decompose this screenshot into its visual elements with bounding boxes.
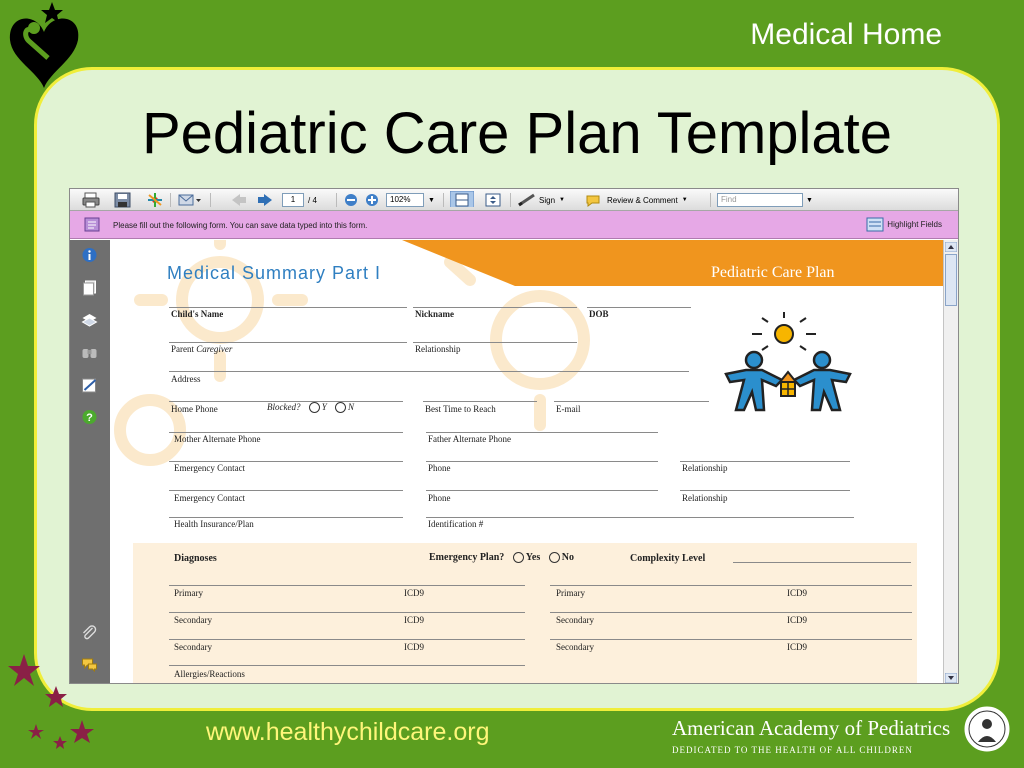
- attachment-icon[interactable]: [81, 625, 98, 641]
- svg-text:?: ?: [86, 412, 93, 424]
- nickname-label: Nickname: [415, 309, 454, 319]
- home-phone-label: Home Phone: [171, 404, 218, 414]
- layers-icon[interactable]: [81, 312, 98, 328]
- navigation-pane: [70, 240, 110, 684]
- childs-name-label: Child's Name: [171, 309, 224, 319]
- find-dropdown-arrow[interactable]: ▼: [806, 196, 813, 204]
- review-dropdown-arrow: ▼: [681, 197, 688, 203]
- diagnosis-primary-2-label: Primary: [556, 588, 585, 598]
- form-part-title: Medical Summary Part I: [167, 263, 382, 283]
- email-label: E-mail: [556, 404, 581, 414]
- complexity-level-label: Complexity Level: [630, 553, 706, 564]
- relationship-1-label: Relationship: [682, 463, 728, 473]
- print-icon[interactable]: [82, 192, 100, 208]
- highlight-fields-label: Highlight Fields: [887, 220, 942, 229]
- collaborate-icon[interactable]: [146, 192, 164, 208]
- identification-label: Identification #: [428, 519, 484, 529]
- form-message-bar: [70, 211, 958, 239]
- zoom-out-icon[interactable]: [343, 192, 359, 208]
- next-page-icon[interactable]: [256, 192, 274, 208]
- full-screen-icon[interactable]: [484, 192, 502, 208]
- address-label: Address: [171, 374, 201, 384]
- find-input[interactable]: Find: [717, 193, 803, 207]
- aap-seal-logo: [962, 704, 1012, 754]
- parent-caregiver-label: Parent Caregiver: [171, 344, 233, 354]
- zoom-in-icon[interactable]: [364, 192, 380, 208]
- decorative-stars: [0, 650, 110, 768]
- icd9-secondary-4-label: ICD9: [787, 642, 807, 652]
- zoom-input[interactable]: 102%: [386, 193, 424, 207]
- mother-alt-phone-label: Mother Alternate Phone: [174, 434, 261, 444]
- info-icon[interactable]: [81, 247, 98, 263]
- scrollbar-thumb[interactable]: [945, 254, 957, 306]
- family-logo: [724, 312, 874, 422]
- save-icon[interactable]: [114, 192, 132, 208]
- blocked-yes-radio[interactable]: [309, 402, 320, 413]
- highlight-fields-button[interactable]: [866, 217, 942, 232]
- diagnosis-secondary-3-label: Secondary: [174, 642, 212, 652]
- diagnoses-heading: Diagnoses: [174, 553, 217, 564]
- pages-icon[interactable]: [81, 280, 98, 296]
- father-alt-phone-label: Father Alternate Phone: [428, 434, 511, 444]
- phone-2-label: Phone: [428, 493, 451, 503]
- phone-1-label: Phone: [428, 463, 451, 473]
- diagnosis-secondary-2-label: Secondary: [556, 615, 594, 625]
- blocked-question: Blocked? Y N: [267, 402, 355, 412]
- icd9-primary-1-label: ICD9: [404, 588, 424, 598]
- diagnosis-secondary-4-label: Secondary: [556, 642, 594, 652]
- page-number-input[interactable]: 1: [282, 193, 304, 207]
- relationship-label: Relationship: [415, 344, 461, 354]
- icd9-primary-2-label: ICD9: [787, 588, 807, 598]
- form-plan-title: Pediatric Care Plan: [711, 264, 835, 281]
- page-total: / 4: [308, 195, 317, 205]
- diagnosis-secondary-1-label: Secondary: [174, 615, 212, 625]
- binoculars-icon[interactable]: [81, 344, 98, 360]
- email-icon[interactable]: [178, 192, 202, 208]
- review-label: Review & Comment: [607, 195, 678, 205]
- emergency-plan-question: Emergency Plan? Yes No: [429, 552, 574, 563]
- diagnoses-section: [133, 543, 917, 684]
- highlight-fields-icon: [866, 217, 884, 232]
- form-message-text: Please fill out the following form. You can save data typed into this form.: [113, 221, 368, 230]
- sign-label: Sign: [539, 195, 556, 205]
- review-comment-menu[interactable]: [585, 192, 688, 208]
- emergency-plan-no-radio[interactable]: [549, 552, 560, 563]
- content-panel: [34, 67, 1000, 711]
- diagnosis-primary-1-label: Primary: [174, 588, 203, 598]
- pdf-viewer: [69, 188, 959, 684]
- org-name: American Academy of Pediatrics: [672, 716, 951, 740]
- blocked-no-radio[interactable]: [335, 402, 346, 413]
- zoom-dropdown-arrow[interactable]: ▼: [428, 196, 435, 204]
- scroll-down-icon[interactable]: [945, 673, 957, 683]
- emergency-contact-1-label: Emergency Contact: [174, 463, 246, 473]
- emergency-plan-yes-radio[interactable]: [513, 552, 524, 563]
- icd9-secondary-1-label: ICD9: [404, 615, 424, 625]
- vertical-scrollbar[interactable]: [943, 240, 958, 684]
- scroll-up-icon[interactable]: [945, 242, 957, 252]
- slide-title: Pediatric Care Plan Template: [141, 101, 893, 166]
- slide-header: Medical Home: [750, 18, 942, 51]
- pdf-toolbar: [70, 189, 958, 211]
- allergies-label: Allergies/Reactions: [174, 669, 245, 679]
- review-icon: [585, 193, 605, 207]
- footer-url-link[interactable]: www.healthychildcare.org: [206, 718, 490, 746]
- fit-page-icon[interactable]: [450, 191, 474, 207]
- icd9-secondary-3-label: ICD9: [404, 642, 424, 652]
- help-icon[interactable]: [81, 409, 98, 425]
- emergency-contact-2-label: Emergency Contact: [174, 493, 246, 503]
- signatures-icon[interactable]: [81, 377, 98, 393]
- sign-icon: [517, 193, 537, 207]
- health-insurance-label: Health Insurance/Plan: [174, 519, 254, 529]
- previous-page-icon[interactable]: [230, 192, 248, 208]
- icd9-secondary-2-label: ICD9: [787, 615, 807, 625]
- sign-dropdown-arrow: ▼: [559, 197, 565, 203]
- dob-label: DOB: [589, 309, 609, 319]
- form-icon: [84, 217, 100, 232]
- sign-menu[interactable]: [517, 192, 565, 208]
- best-time-label: Best Time to Reach: [425, 404, 496, 414]
- org-tagline: DEDICATED TO THE HEALTH OF ALL CHILDREN: [672, 745, 913, 755]
- relationship-2-label: Relationship: [682, 493, 728, 503]
- form-page: [110, 240, 945, 684]
